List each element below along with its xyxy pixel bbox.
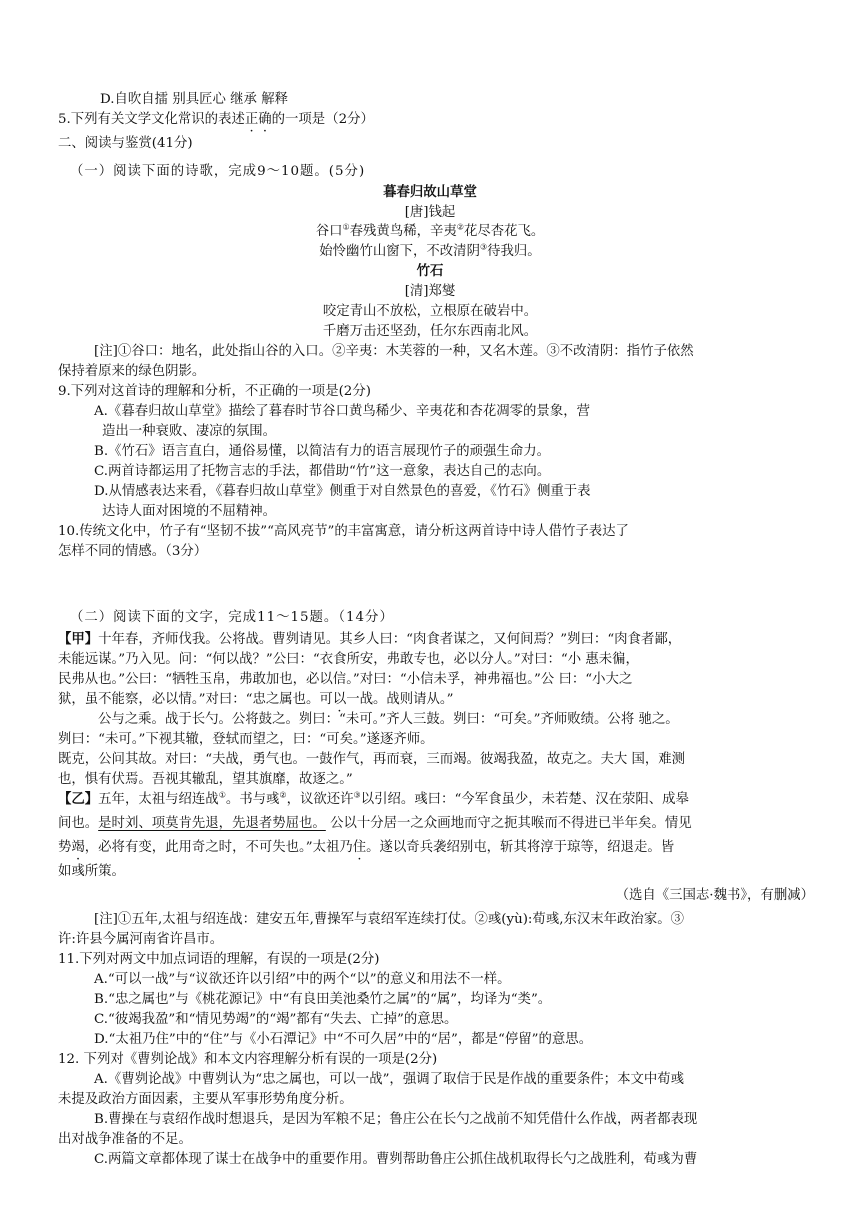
note-1-line-2: 保持着原来的绿色阴影。: [58, 364, 206, 379]
note-1-line-1: [注]①谷口：地名，此处指山谷的入口。②辛夷：木芙蓉的一种，又名木莲。③不改清阴：指竹子依然: [94, 344, 694, 359]
passage-jia-line-6: 刿曰：“未可。”下视其辙，登轼而望之，曰：“可矣。”遂逐齐师。: [58, 732, 434, 747]
passage-jia-line-4: [58, 690, 453, 710]
poem-2-title: 竹石: [416, 264, 444, 279]
footnote-mark: ②: [279, 790, 287, 800]
dotted-word: 以: [332, 692, 347, 707]
passage-tag: 【乙】: [58, 792, 99, 807]
passage-text: 。书与彧: [225, 792, 280, 807]
q12-option-b-1: B.曹操在与袁绍作战时想退兵，是因为军粮不足；鲁庄公在长勺之战前不知凭借什么作战，两者都表现: [94, 1112, 698, 1127]
q5-text-a: 5.下列有关文学文化常识的表述: [58, 112, 245, 127]
question-5: [58, 110, 374, 130]
q5-text-d: 的一项是（2分）: [271, 112, 374, 127]
passage-text: 一战。战则请从。”: [346, 692, 454, 707]
question-12: 12. 下列对《曹刿论战》和本文内容理解分析有误的一项是(2分): [58, 1052, 438, 1067]
poem-1-author: [唐]钱起: [404, 205, 456, 220]
footnote-mark: ①: [342, 222, 350, 232]
q11-option-b: B.“忠之属也”与《桃花源记》中“有良田美池桑竹之属”的“属”，均译为“类”。: [94, 992, 552, 1007]
footnote-mark: ①: [218, 790, 226, 800]
q11-option-c: C.“彼竭我盈”和“情见势竭”的“竭”都有“失去、亡掉”的意思。: [94, 1012, 458, 1027]
q12-option-b-2: 出对战争准备的不足。: [58, 1132, 192, 1147]
poem-text: 待我归。: [487, 244, 541, 259]
footnote-mark: ③: [353, 790, 361, 800]
question-9: 9.下列对这首诗的理解和分析，不正确的一项是(2分): [58, 384, 371, 399]
q12-option-c-1: C.两篇文章都体现了谋士在战争中的重要作用。曹刿帮助鲁庄公抓住战机取得长勺之战胜利，荀彧为曹: [94, 1152, 698, 1167]
passage-text: 势: [58, 840, 72, 855]
q5-dotted-char: 正: [244, 112, 259, 127]
q9-option-d-2: 达诗人面对困境的不屈精神。: [102, 504, 277, 519]
passage-text: ，议欲还许: [286, 792, 354, 807]
passage-text: 五年，太祖与绍连战: [98, 792, 219, 807]
q9-option-d-1: D.从情感表达来看，《暮春归故山草堂》侧重于对自然景色的喜爱，《竹石》侧重于表: [94, 484, 591, 499]
passage-yi-line-4: 如彧所策。: [58, 864, 125, 879]
poem-2-line-2: 千磨万击还坚劲，任尔东西南北风。: [322, 324, 538, 339]
passage-text: 以引绍。彧曰：“今军食虽少，未若楚、汉在荥阳、成皋: [360, 792, 689, 807]
poem-1-title: 暮春归故山草堂: [383, 185, 477, 200]
passage-text: 间也。: [58, 816, 99, 831]
poem-text: 花尽杏花飞。: [463, 224, 545, 239]
passage-jia-line-7: 既克，公问其故。对曰：“夫战，勇气也。一鼓作气，再而衰，三而竭。彼竭我盈，故克之。夫大 国，难测: [58, 752, 686, 767]
q9-option-b: B.《竹石》语言直白，通俗易懂，以简洁有力的语言展现竹子的顽强生命力。: [94, 444, 550, 459]
passage-jia-line-5: 公与之乘。战于长勺。公将鼓之。刿曰：“未可。”齐人三鼓。刿曰：“可矣。”齐师败绩。公将 驰之。: [98, 712, 679, 727]
option-d-line: D.自吹自擂 别具匠心 继承 解释: [100, 92, 288, 107]
poem-1-line-1: [0, 222, 860, 242]
q12-option-a-2: 未提及政治方面因素，主要从军事形势角度分析。: [58, 1092, 353, 1107]
dotted-word: 住: [352, 840, 367, 855]
passage-yi-line-3: [58, 838, 674, 858]
underlined-sentence: 是时刘、项莫肯先退，先退者势屈也。: [98, 816, 326, 831]
passage-text: 。遂以奇兵袭绍别屯，斩其将淳于琼等，绍退走。皆: [366, 840, 675, 855]
q5-dotted-char: 确: [258, 112, 272, 127]
question-10-line-1: 10.传统文化中，竹子有“坚韧不拔”“高风亮节”的丰富寓意，请分析这两首诗中诗人借竹子表达了: [58, 524, 629, 539]
question-11: 11.下列对两文中加点词语的理解，有误的一项是(2分): [58, 952, 380, 967]
q12-option-a-1: A.《曹刿论战》中曹刿认为“忠之属也，可以一战”，强调了取信于民是作战的重要条件；本文中荀彧: [94, 1072, 685, 1087]
section-2-heading: 二、阅读与鉴赏(41分): [58, 136, 193, 151]
passage-text: 狱，虽不能察，必以情。”对曰：“忠之属也。可: [58, 692, 333, 707]
q11-option-a: A.“可以一战”与“议欲还许以引绍”中的两个“以”的意义和用法不一样。: [94, 972, 511, 987]
poem-text: 谷口: [315, 224, 343, 239]
q9-option-a-2: 造出一种衰败、凄凉的氛围。: [102, 424, 277, 439]
part-2-heading: （二）阅读下面的文字，完成11～15题。（14分）: [70, 610, 394, 625]
poem-1-line-2: [0, 242, 860, 262]
poem-2-author: [清]郑燮: [404, 284, 456, 299]
part-1-heading: （一）阅读下面的诗歌，完成9～10题。(5分): [70, 164, 366, 179]
passage-jia-line-8: 也，惧有伏焉。吾视其辙乱，望其旗靡，故逐之。”: [58, 772, 353, 787]
footnote-mark: ③: [479, 242, 488, 252]
passage-yi-line-1: [58, 790, 689, 810]
passage-jia-line-3: 民弗从也。”公曰：“牺牲玉帛，弗敢加也，必以信。”对曰：“小信未孚，神弗福也。”公 曰：“小大之: [58, 672, 633, 687]
passage-text: 公以十分居一之众画地而守之扼其喉而不得进已半年矣。情见: [325, 816, 692, 831]
poem-text: 始怜幽竹山窗下，不改清阴: [319, 244, 480, 259]
q9-option-a-1: A.《暮春归故山草堂》描绘了暮春时节谷口黄鸟稀少、辛夷花和杏花凋零的景象，营: [94, 404, 590, 419]
passage-yi-line-2: [58, 814, 692, 834]
passage-jia-line-1: [58, 630, 681, 650]
footnote-mark: ②: [456, 222, 464, 232]
passage-text: ，必将有变，此用奇之时，不可失也。”太祖乃: [84, 840, 353, 855]
passage-tag: 【甲】: [58, 632, 99, 647]
dotted-word: 竭: [71, 840, 85, 855]
question-10-line-2: 怎样不同的情感。（3分）: [58, 544, 208, 559]
poem-text: 春残黄鸟稀，辛夷: [349, 224, 457, 239]
q9-option-c: C.两首诗都运用了托物言志的手法，都借助“竹”这一意象，表达自己的志向。: [94, 464, 551, 479]
q11-option-d: D.“太祖乃住”中的“住”与《小石潭记》中“不可久居”中的“居”，都是“停留”的意思。: [94, 1032, 593, 1047]
passage-text: 十年春，齐师伐我。公将战。曹刿请见。其乡人曰：“肉食者谋之，又何间焉？”刿曰：“肉食者鄙，: [98, 632, 682, 647]
passage-source: （选自《三国志·魏书》，有删减）: [615, 888, 814, 903]
poem-2-line-1: 咬定青山不放松，立根原在破岩中。: [322, 304, 538, 319]
note-2-line-2: 许:许县今属河南省许昌市。: [58, 932, 224, 947]
note-2-line-1: [注]①五年,太祖与绍连战：建安五年,曹操军与袁绍军连续打仗。②彧(yù):荀彧,东汉末年政治家。③: [94, 912, 684, 927]
passage-jia-line-2: 未能远谋。”乃入见。问：“何以战？”公曰：“衣食所安，弗敢专也，必以分人。”对曰：“小 惠未徧，: [58, 652, 639, 667]
